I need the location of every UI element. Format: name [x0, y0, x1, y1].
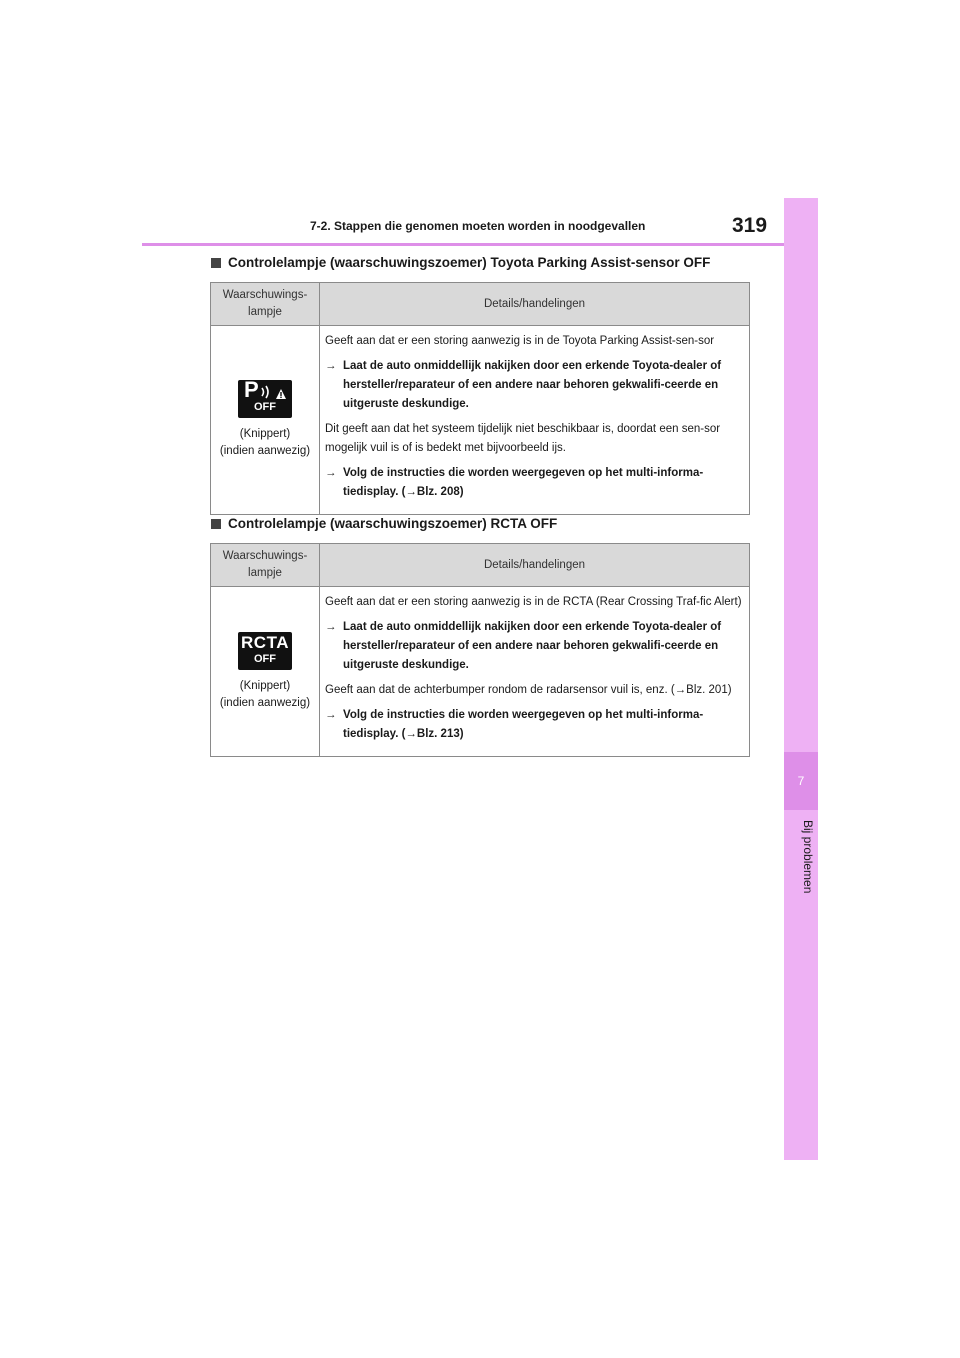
arrow-right-icon: →: [325, 360, 337, 372]
table-row: [211, 326, 750, 515]
square-bullet-icon: [211, 258, 221, 268]
lamp-note-blinking: (Knippert): [239, 679, 291, 692]
square-bullet-icon: [211, 519, 221, 529]
chapter-label: Bij problemen: [801, 820, 815, 894]
section-header-title: 7-2. Stappen die genomen moeten worden in noodgevallen: [310, 219, 646, 233]
section-heading-text: Controlelampje (waarschuwingszoemer) RCTA OFF: [228, 516, 558, 531]
action-item: → Laat de auto onmiddellijk nakijken door een erkende Toyota-dealer of hersteller/reparateur of een andere naar behoren gekwalifi-ceerde en uitgeruste deskundige.: [325, 618, 743, 675]
col-header-lamp: Waarschuwings-lampje: [211, 544, 320, 587]
header-divider: [142, 243, 784, 246]
section-heading-rcta: [211, 516, 557, 531]
details-cell: [320, 326, 750, 515]
lamp-cell: [211, 587, 320, 757]
details-paragraph: Geeft aan dat de achterbumper rondom de radarsensor vuil is, enz. (→Blz. 201): [325, 684, 732, 696]
action-item: → Laat de auto onmiddellijk nakijken door een erkende Toyota-dealer of hersteller/reparateur of een andere naar behoren gekwalifi-ceerde en uitgeruste deskundige.: [325, 357, 743, 414]
section-heading-parking-assist: [211, 255, 710, 270]
action-item: → Volg de instructies die worden weergegeven op het multi-informa-tiedisplay. (→Blz. 213): [325, 706, 743, 744]
col-header-details: Details/handelingen: [320, 544, 750, 587]
warning-table-rcta: [210, 543, 750, 757]
action-item: → Volg de instructies die worden weergegeven op het multi-informa-tiedisplay. (→Blz. 208): [325, 464, 743, 502]
chapter-number: 7: [784, 752, 818, 810]
section-heading-text: Controlelampje (waarschuwingszoemer) Toyota Parking Assist-sensor OFF: [228, 255, 711, 270]
lamp-note-if-equipped: (indien aanwezig): [219, 696, 311, 709]
table-row: [211, 587, 750, 757]
lamp-note-blinking: (Knippert): [239, 428, 291, 440]
col-header-details: Details/handelingen: [320, 283, 750, 326]
details-cell: [320, 587, 750, 757]
warning-table-parking-assist: [210, 282, 750, 515]
rcta-off-icon: RCTA OFF: [238, 632, 292, 670]
lamp-note-if-equipped: (indien aanwezig): [219, 445, 311, 457]
arrow-right-icon: →: [325, 621, 337, 633]
details-paragraph: Geeft aan dat er een storing aanwezig is in de RCTA (Rear Crossing Traf-fic Alert): [325, 596, 742, 608]
table-header-row: [211, 283, 750, 326]
details-paragraph: Geeft aan dat er een storing aanwezig is in de Toyota Parking Assist-sen-sor: [325, 335, 715, 347]
arrow-right-icon: →: [325, 467, 337, 479]
arrow-right-icon: →: [325, 709, 337, 721]
chapter-side-tab: [784, 198, 818, 1160]
lamp-cell: [211, 326, 320, 515]
table-header-row: [211, 544, 750, 587]
details-paragraph: Dit geeft aan dat het systeem tijdelijk niet beschikbaar is, doordat een sen-sor mogelijk vuil is of is bedekt met bijvoorbeeld ijs.: [325, 423, 721, 454]
page-number: 319: [732, 214, 768, 237]
parking-assist-off-icon: P OFF: [238, 380, 292, 418]
col-header-lamp: Waarschuwings-lampje: [211, 283, 320, 326]
